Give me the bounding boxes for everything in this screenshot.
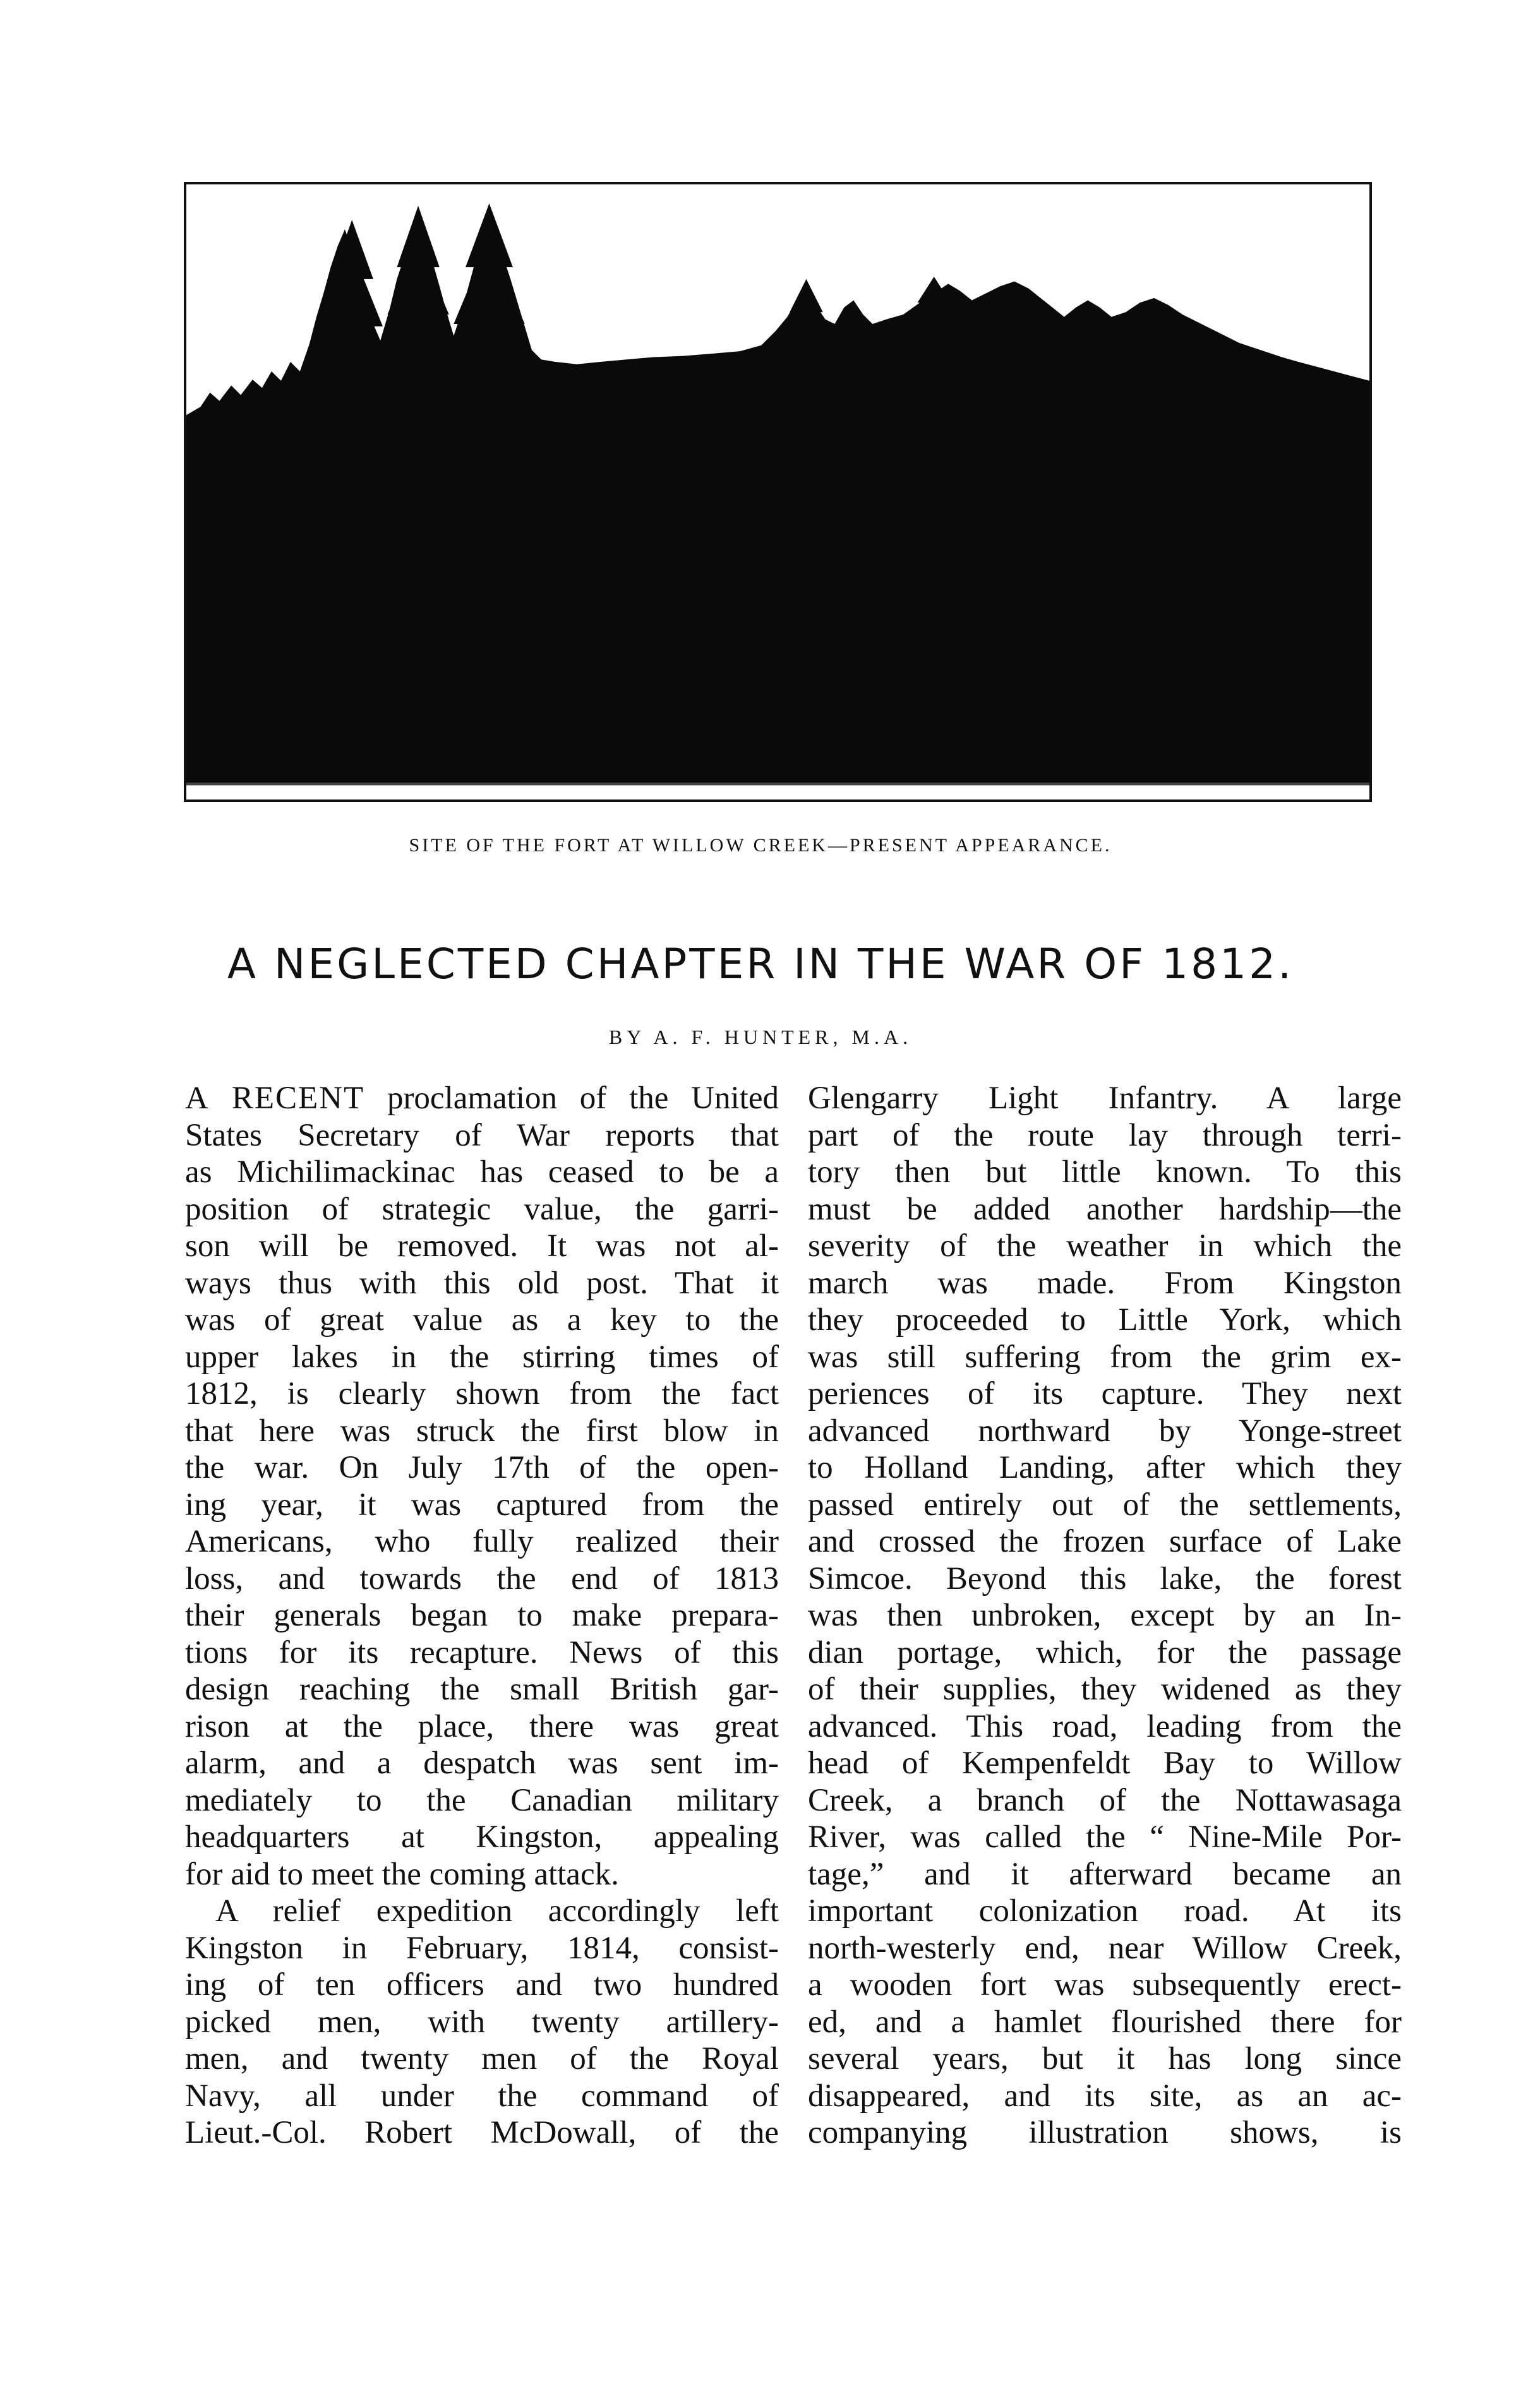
text-line: was then unbroken, except by an In- xyxy=(808,1598,1402,1633)
text-line: head of Kempenfeldt Bay to Willow xyxy=(808,1746,1402,1781)
text-line: dian portage, which, for the passage xyxy=(808,1634,1402,1670)
text-line: companying illustration shows, is xyxy=(808,2115,1402,2150)
text-line: tage,” and it afterward became an xyxy=(808,1856,1402,1892)
text-line: important colonization road. At its xyxy=(808,1893,1402,1929)
text-line: that here was struck the first blow in xyxy=(185,1413,779,1449)
text-line: ed, and a hamlet flourished there for xyxy=(808,2004,1402,2040)
text-line: upper lakes in the stirring times of xyxy=(185,1339,779,1375)
text-line: alarm, and a despatch was sent im- xyxy=(185,1746,779,1781)
text-line: advanced northward by Yonge-street xyxy=(808,1413,1402,1449)
text-line: north-westerly end, near Willow Creek, xyxy=(808,1930,1402,1966)
text-line: Creek, a branch of the Nottawasaga xyxy=(808,1782,1402,1818)
left-column xyxy=(185,1080,779,2292)
text-line: tory then but little known. To this xyxy=(808,1154,1402,1190)
article-title: A NEGLECTED CHAPTER IN THE WAR OF 1812. xyxy=(227,940,1294,988)
text-line: Americans, who fully realized their xyxy=(185,1524,779,1559)
text-line: disappeared, and its site, as an ac- xyxy=(808,2078,1402,2114)
text-line: to Holland Landing, after which they xyxy=(808,1450,1402,1485)
text-line: Navy, all under the command of xyxy=(185,2078,779,2114)
text-line: A RECENT proclamation of the United xyxy=(185,1081,779,1116)
text-line: part of the route lay through terri- xyxy=(808,1117,1402,1153)
text-line: picked men, with twenty artillery- xyxy=(185,2004,779,2040)
text-line: ing of ten officers and two hundred xyxy=(185,1967,779,2003)
text-line: must be added another hardship—the xyxy=(808,1191,1402,1227)
text-line: River, was called the “ Nine-Mile Por- xyxy=(808,1819,1402,1855)
text-line: Kingston in February, 1814, consist- xyxy=(185,1930,779,1966)
text-line: son will be removed. It was not al- xyxy=(185,1228,779,1264)
text-line: advanced. This road, leading from the xyxy=(808,1708,1402,1744)
text-line: rison at the place, there was great xyxy=(185,1708,779,1744)
text-line: several years, but it has long since xyxy=(808,2041,1402,2076)
text-line: passed entirely out of the settlements, xyxy=(808,1487,1402,1523)
text-line: men, and twenty men of the Royal xyxy=(185,2041,779,2076)
text-line: as Michilimackinac has ceased to be a xyxy=(185,1154,779,1190)
drop-word: A RECENT xyxy=(185,1081,365,1116)
text-line: States Secretary of War reports that xyxy=(185,1117,779,1153)
text-line: was of great value as a key to the xyxy=(185,1302,779,1338)
text-line: mediately to the Canadian military xyxy=(185,1782,779,1818)
article-byline: BY A. F. HUNTER, M.A. xyxy=(608,1026,913,1048)
text-line: a wooden fort was subsequently erect- xyxy=(808,1967,1402,2003)
text-line: Glengarry Light Infantry. A large xyxy=(808,1081,1402,1116)
text-line: their generals began to make prepara- xyxy=(185,1598,779,1633)
right-column xyxy=(808,1080,1402,2292)
text-line: march was made. From Kingston xyxy=(808,1265,1402,1301)
text-line: headquarters at Kingston, appealing xyxy=(185,1819,779,1855)
text-line: and crossed the frozen surface of Lake xyxy=(808,1524,1402,1559)
text-line: ways thus with this old post. That it xyxy=(185,1265,779,1301)
text-line: A relief expedition accordingly left xyxy=(215,1893,779,1929)
text-line: loss, and towards the end of 1813 xyxy=(185,1560,779,1596)
text-line: they proceeded to Little York, which xyxy=(808,1302,1402,1338)
text-line: design reaching the small British gar- xyxy=(185,1672,779,1707)
forest-silhouette-image xyxy=(186,184,1369,800)
text-line: periences of its capture. They next xyxy=(808,1376,1402,1411)
text-line: position of strategic value, the garri- xyxy=(185,1191,779,1227)
text-line: severity of the weather in which the xyxy=(808,1228,1402,1264)
text-line: ing year, it was captured from the xyxy=(185,1487,779,1523)
text-line: Lieut.-Col. Robert McDowall, of the xyxy=(185,2115,779,2150)
text-line: for aid to meet the coming attack. xyxy=(185,1856,619,1892)
text-line: was still suffering from the grim ex- xyxy=(808,1339,1402,1375)
text-line: the war. On July 17th of the open- xyxy=(185,1450,779,1485)
figure-caption: SITE OF THE FORT AT WILLOW CREEK—PRESENT APPEARANCE. xyxy=(409,835,1112,856)
photograph-forest-silhouette xyxy=(184,182,1372,802)
text-line: tions for its recapture. News of this xyxy=(185,1634,779,1670)
text-line: of their supplies, they widened as they xyxy=(808,1672,1402,1707)
text-line: Simcoe. Beyond this lake, the forest xyxy=(808,1560,1402,1596)
text-line: 1812, is clearly shown from the fact xyxy=(185,1376,779,1411)
